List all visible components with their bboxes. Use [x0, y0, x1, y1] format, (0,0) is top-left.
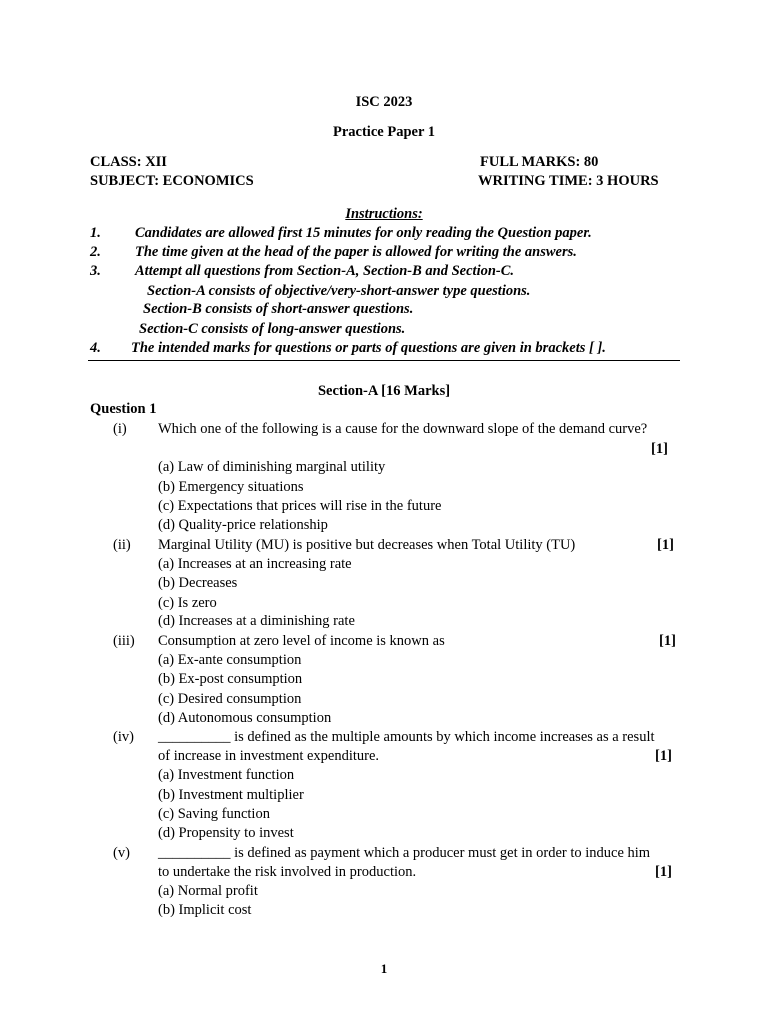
option-item: (d) Increases at a diminishing rate: [158, 613, 355, 629]
part-number: (v): [113, 845, 130, 861]
option-item: (b) Decreases: [158, 575, 238, 591]
option-item: (d) Propensity to invest: [158, 825, 294, 841]
option-item: (b) Investment multiplier: [158, 787, 304, 803]
question-text-continued: to undertake the risk involved in production.: [158, 864, 417, 880]
question-text: Consumption at zero level of income is known as: [158, 633, 445, 649]
option-item: (b) Emergency situations: [158, 479, 304, 495]
option-item: (d) Quality-price relationship: [158, 517, 328, 533]
option-item: (b) Implicit cost: [158, 902, 252, 918]
instruction-subtext: Section-C consists of long-answer questions.: [139, 321, 406, 337]
option-item: (b) Ex-post consumption: [158, 671, 303, 687]
question-text: Which one of the following is a cause for the downward slope of the demand curve?: [158, 421, 648, 437]
page-number: 1: [380, 961, 388, 976]
option-item: (d) Autonomous consumption: [158, 710, 332, 726]
option-item: (a) Normal profit: [158, 883, 258, 899]
option-item: (a) Ex-ante consumption: [158, 652, 302, 668]
marks-badge: [1]: [657, 537, 674, 553]
instruction-text: The intended marks for questions or parts of questions are given in brackets [ ].: [131, 340, 606, 356]
part-number: (iii): [113, 633, 135, 649]
instruction-text: The time given at the head of the paper is allowed for writing the answers.: [135, 244, 577, 260]
instruction-number: 4.: [90, 340, 101, 356]
option-item: (a) Law of diminishing marginal utility: [158, 459, 386, 475]
part-number: (i): [113, 421, 127, 437]
instruction-text: Attempt all questions from Section-A, Section-B and Section-C.: [135, 263, 515, 279]
instruction-number: 1.: [90, 225, 101, 241]
instructions-divider: [88, 360, 680, 361]
part-number: (iv): [113, 729, 134, 745]
marks-badge: [1]: [655, 748, 672, 764]
instruction-subtext: Section-B consists of short-answer questions.: [143, 301, 414, 317]
option-item: (a) Investment function: [158, 767, 295, 783]
question-text: Marginal Utility (MU) is positive but decreases when Total Utility (TU): [158, 537, 576, 553]
class-label: CLASS: XII: [90, 154, 167, 170]
question-text: __________ is defined as the multiple amounts by which income increases as a result: [158, 729, 655, 745]
subject-label: SUBJECT: ECONOMICS: [90, 173, 254, 189]
exam-title: ISC 2023: [355, 94, 413, 110]
question-text-continued: of increase in investment expenditure.: [158, 748, 380, 764]
marks-badge: [1]: [655, 864, 672, 880]
instruction-number: 3.: [90, 263, 101, 279]
option-item: (c) Desired consumption: [158, 691, 302, 707]
option-item: (c) Saving function: [158, 806, 270, 822]
instruction-subtext: Section-A consists of objective/very-short-answer type questions.: [147, 283, 531, 299]
part-number: (ii): [113, 537, 131, 553]
marks-badge: [1]: [659, 633, 676, 649]
section-a-title: Section-A [16 Marks]: [317, 383, 451, 399]
option-item: (c) Expectations that prices will rise in the future: [158, 498, 442, 514]
marks-badge: [1]: [651, 441, 668, 457]
option-item: (c) Is zero: [158, 595, 217, 611]
paper-title: Practice Paper 1: [333, 124, 435, 140]
option-item: (a) Increases at an increasing rate: [158, 556, 352, 572]
full-marks-label: FULL MARKS: 80: [480, 154, 599, 170]
instruction-number: 2.: [90, 244, 101, 260]
instruction-text: Candidates are allowed first 15 minutes for only reading the Question paper.: [135, 225, 592, 241]
question-1-label: Question 1: [90, 401, 157, 417]
instructions-title: Instructions:: [345, 206, 423, 222]
writing-time-label: WRITING TIME: 3 HOURS: [478, 173, 659, 189]
question-text: __________ is defined as payment which a producer must get in order to induce him: [158, 845, 651, 861]
